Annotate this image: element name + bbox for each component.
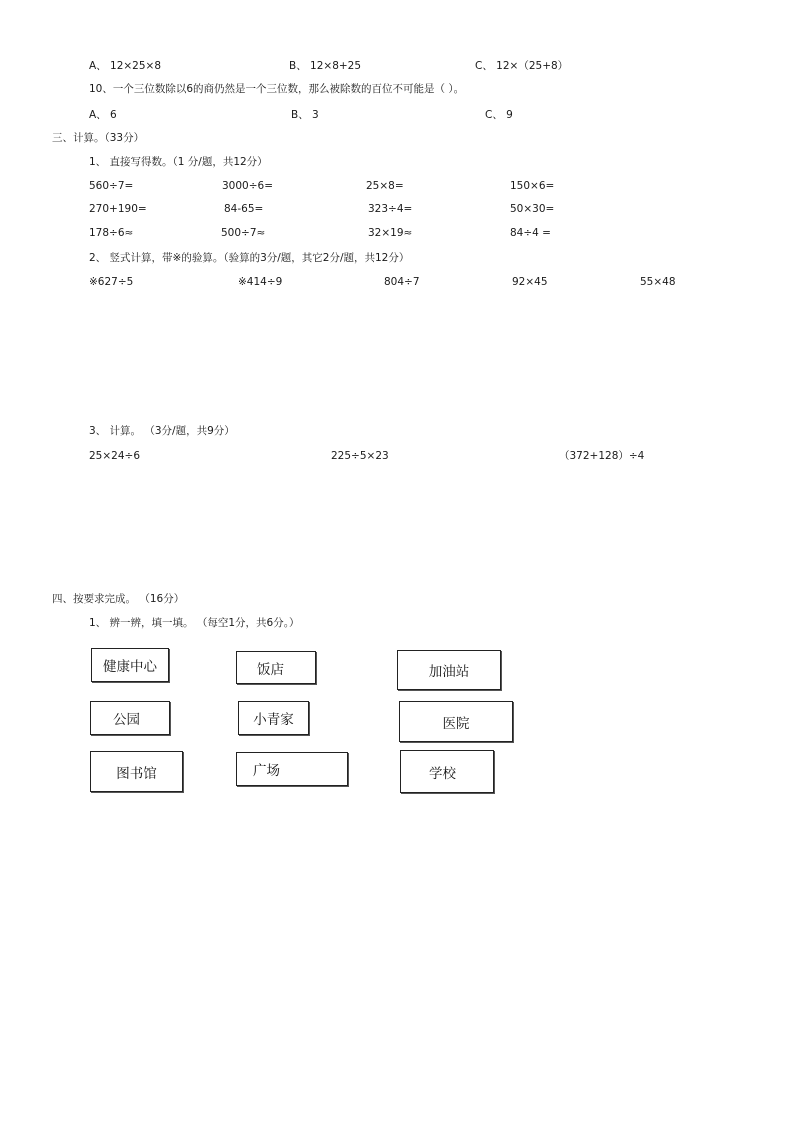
oral-item: 50×30= — [510, 203, 555, 215]
q9-option-b: B、 12×8+25 — [289, 60, 362, 72]
place-label: 小青家 — [253, 712, 294, 728]
q9-option-a: A、 12×25×8 — [89, 60, 162, 72]
vertical-calc-item: 55×48 — [640, 276, 676, 288]
place-label: 图书馆 — [116, 765, 157, 782]
oral-item: 560÷7= — [89, 180, 134, 192]
place-box-school — [400, 750, 494, 793]
section-4-part1-label: 1、 辨一辨，填一填。 （每空1分，共6分。） — [89, 617, 300, 629]
oral-item: 84-65= — [224, 203, 264, 215]
oral-item: 84÷4 = — [510, 227, 551, 239]
vertical-calc-item: ※414÷9 — [238, 276, 283, 288]
calc-item: 25×24÷6 — [89, 450, 140, 462]
oral-item: 25×8= — [366, 180, 404, 192]
oral-item: 3000÷6= — [222, 180, 273, 192]
section-3-part1-label: 1、 直接写得数。（1 分/题，共12分） — [89, 156, 268, 168]
section-3-title: 三、计算。（33分） — [52, 132, 145, 144]
place-box-park — [90, 701, 170, 735]
place-label: 学校 — [429, 765, 456, 782]
section-4-title: 四、按要求完成。 （16分） — [52, 593, 185, 605]
place-box-gas-station — [397, 650, 501, 690]
place-label: 广场 — [253, 763, 280, 779]
vertical-calc-item: 804÷7 — [384, 276, 420, 288]
place-label: 健康中心 — [103, 659, 157, 675]
place-label: 医院 — [442, 715, 470, 732]
place-box-xiaoqing-home — [238, 701, 309, 735]
place-box-square — [236, 752, 348, 786]
calc-item: 225÷5×23 — [331, 450, 389, 462]
oral-item: 323÷4= — [368, 203, 413, 215]
oral-item: 150×6= — [510, 180, 555, 192]
oral-item: 178÷6≈ — [89, 227, 134, 239]
oral-item: 500÷7≈ — [221, 227, 266, 239]
section-3-part3-label: 3、 计算。 （3分/题，共9分） — [89, 425, 235, 437]
q10-option-b: B、 3 — [291, 109, 319, 121]
q9-option-c: C、 12×（25+8） — [475, 60, 569, 72]
oral-item: 270+190= — [89, 203, 147, 215]
place-box-library — [90, 751, 183, 792]
calc-item: （372+128）÷4 — [559, 450, 645, 462]
q10-option-a: A、 6 — [89, 109, 117, 121]
q10-question: 10、一个三位数除以6的商仍然是一个三位数，那么被除数的百位不可能是（ ）。 — [89, 83, 465, 95]
place-box-health-center — [91, 648, 169, 682]
oral-item: 32×19≈ — [368, 227, 413, 239]
place-label: 饭店 — [257, 661, 284, 678]
place-label: 加油站 — [428, 664, 470, 680]
vertical-calc-item: ※627÷5 — [89, 276, 134, 288]
place-box-hospital — [399, 701, 513, 742]
vertical-calc-item: 92×45 — [512, 276, 548, 288]
q10-option-c: C、 9 — [485, 109, 513, 121]
place-label: 公园 — [113, 712, 140, 728]
place-box-restaurant — [236, 651, 316, 684]
section-3-part2-label: 2、 竖式计算，带※的验算。（验算的3分/题，其它2分/题，共12分） — [89, 252, 410, 264]
